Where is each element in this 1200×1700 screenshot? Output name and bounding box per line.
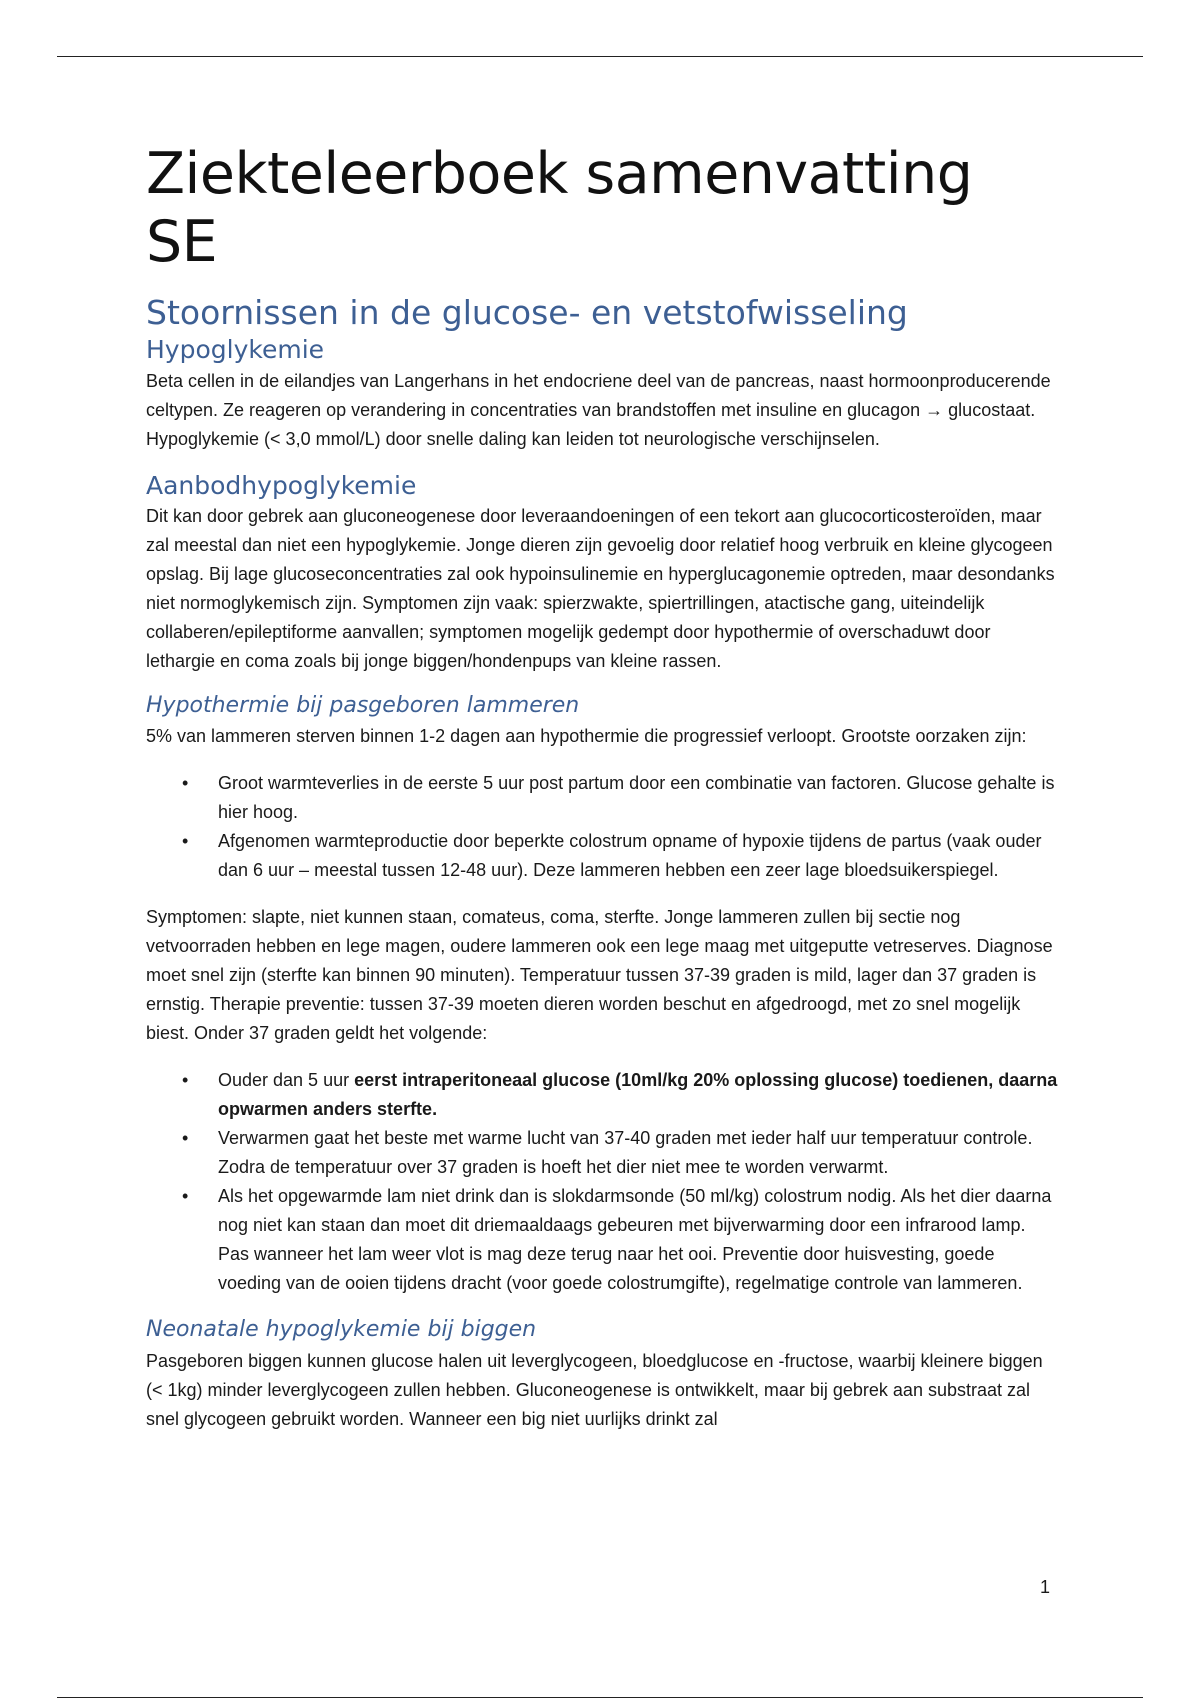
subheading-aanbodhypoglykemie: Aanbodhypoglykemie <box>146 470 417 500</box>
list-item <box>146 827 1061 885</box>
paragraph-symptomen: Symptomen: slapte, niet kunnen staan, comateus, coma, sterfte. Jonge lammeren zullen bij sectie nog vetvoorraden hebben en lege magen, oudere lammeren ook een lege maag met uitgeputte vetreserves. Diagnose moet snel zijn (sterfte kan binnen 90 minuten). Temperatuur tussen 37-39 graden is mild, lager dan 37 graden is ernstig. Therapie preventie: tussen 37-39 moeten dieren worden beschut en afgedroogd, met zo snel mogelijk biest. Onder 37 graden geldt het volgende: <box>146 907 1053 1044</box>
paragraph-biggen: Pasgeboren biggen kunnen glucose halen uit leverglycogeen, bloedglucose en -fructose, waarbij kleinere biggen (< 1kg) minder leverglycogeen zullen hebben. Gluconeogenese is ontwikkelt, maar bij gebrek aan substraat zal snel glycogeen gebruikt worden. Wanneer een big niet uurlijks drinkt zal <box>146 1351 1043 1430</box>
bullet: • <box>182 1070 189 1091</box>
list-item <box>146 1182 1061 1298</box>
therapy-list <box>146 1066 1061 1298</box>
document-page <box>146 140 1061 1434</box>
list-item <box>146 769 1061 827</box>
list-item <box>146 1124 1061 1182</box>
header-rule <box>57 56 1143 57</box>
paragraph-aanbodhypoglykemie: Dit kan door gebrek aan gluconeogenese door leveraandoeningen of een tekort aan glucocorticosteroïden, maar zal meestal dan niet een hypoglykemie. Jonge dieren zijn gevoelig door relatief hoog verbruik en kleine glycogeen opslag. Bij lage glucoseconcentraties zal ook hypoinsulinemie en hyperglucagonemie optreden, maar desondanks niet normoglykemisch zijn. Symptomen zijn vaak: spierzwakte, spiertrillingen, atactische gang, uiteindelijk collaberen/epileptiforme aanvallen; symptomen mogelijk gedempt door hypothermie of overschaduwt door lethargie en coma zoals bij jonge biggen/hondenpups van kleine rassen. <box>146 505 1055 671</box>
list-item-text: Verwarmen gaat het beste met warme lucht van 37-40 graden met ieder half uur temperatuur controle. Zodra de temperatuur over 37 graden is hoeft het dier niet mee te worden verwarmt. <box>218 1128 1033 1178</box>
list-item-bold-text: eerst intraperitoneaal glucose (10ml/kg 20% oplossing glucose) toedienen, daarna opwarmen anders sterfte. <box>218 1070 1058 1120</box>
list-item-text: Afgenomen warmteproductie door beperkte colostrum opname of hypoxie tijdens de partus (vaak ouder dan 6 uur – meestal tussen 12-48 uur). Deze lammeren hebben een zeer lage bloedsuikerspiegel. <box>218 831 1042 881</box>
bullet: • <box>182 1128 189 1149</box>
document-title: Ziekteleerboek samenvatting SE <box>146 141 973 276</box>
subheading-hypothermie-lammeren: Hypothermie bij pasgeboren lammeren <box>146 692 580 718</box>
list-item <box>146 1066 1061 1124</box>
footer-rule <box>57 1697 1143 1698</box>
bullet: • <box>182 831 189 852</box>
subheading-neonatale-hypoglykemie: Neonatale hypoglykemie bij biggen <box>146 1317 537 1343</box>
section-heading: Stoornissen in de glucose- en vetstofwisseling <box>146 292 908 332</box>
paragraph-hypoglykemie: Beta cellen in de eilandjes van Langerhans in het endocriene deel van de pancreas, naast hormoonproducerende celtypen. Ze reageren op verandering in concentraties van brandstoffen met insuline en glucagon → glucostaat. Hypoglykemie (< 3,0 mmol/L) door snelle daling kan leiden tot neurologische verschijnselen. <box>146 370 1051 449</box>
list-item-text: Ouder dan 5 uur <box>218 1070 355 1091</box>
subheading-hypoglykemie: Hypoglykemie <box>146 335 325 365</box>
page-number: 1 <box>1040 1577 1051 1597</box>
list-item-text: Groot warmteverlies in de eerste 5 uur post partum door een combinatie van factoren. Glucose gehalte is hier hoog. <box>218 773 1055 823</box>
paragraph-lammeren-intro: 5% van lammeren sterven binnen 1-2 dagen aan hypothermie die progressief verloopt. Grootste oorzaken zijn: <box>146 726 1027 747</box>
bullet: • <box>182 1186 189 1207</box>
bullet: • <box>182 773 189 794</box>
list-item-text: Als het opgewarmde lam niet drink dan is slokdarmsonde (50 ml/kg) colostrum nodig. Als het dier daarna nog niet kan staan dan moet dit driemaaldaags gebeuren met bijverwarming door een infrarood lamp. Pas wanneer het lam weer vlot is mag deze terug naar het ooi. Preventie door huisvesting, goede voeding van de ooien tijdens dracht (voor goede colostrumgifte), regelmatige controle van lammeren. <box>218 1186 1052 1294</box>
causes-list <box>146 769 1061 885</box>
